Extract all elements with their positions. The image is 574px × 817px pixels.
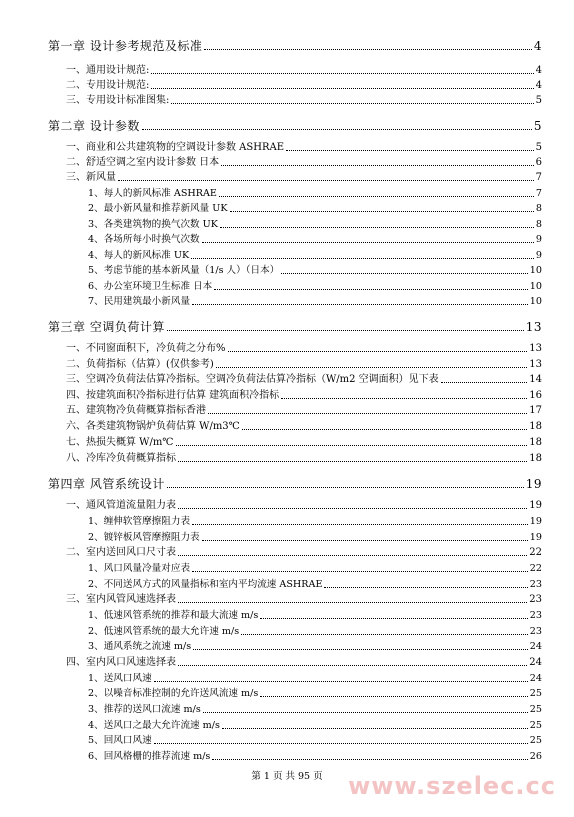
toc-page-number: 18 [529,421,542,432]
toc-page-number: 14 [529,374,542,385]
toc-subsection[interactable] [88,297,542,307]
toc-section[interactable] [66,422,542,432]
toc-section[interactable] [66,143,542,153]
toc-page-number: 23 [529,626,542,637]
toc-title: 2、以噪音标准控制的允许送风流速 m/s [88,688,259,699]
toc-page-number: 19 [529,532,542,543]
toc-subsection[interactable] [88,736,542,746]
toc-section[interactable] [66,81,542,91]
dot-leader [192,571,528,572]
toc-title: 第四章 风管系统设计 [48,477,165,491]
toc-section[interactable] [66,360,542,370]
toc-title: 三、新风量 [66,172,116,183]
toc-title: 七、热损失概算 W/m℃ [66,437,174,448]
dot-leader [192,524,528,525]
toc-page-number: 4 [535,80,542,91]
dot-leader [178,665,527,666]
dot-leader [118,180,534,181]
dot-leader [208,413,527,414]
toc-subsection[interactable] [88,674,542,684]
toc-section[interactable] [66,391,542,401]
toc-page-number: 23 [529,579,542,590]
dot-leader [192,304,528,305]
toc-section[interactable] [66,548,542,558]
dot-leader [154,743,528,744]
toc-title: 二、室内送回风口尺寸表 [66,547,176,558]
toc-page-number: 25 [529,720,542,731]
toc-subsection[interactable] [88,627,542,637]
toc-title: 6、回风格栅的推荐流速 m/s [88,751,211,762]
dot-leader [191,258,534,259]
toc-title: 3、通风系统之流速 m/s [88,641,192,652]
toc-page-number: 13 [529,343,542,354]
toc-subsection[interactable] [88,282,542,292]
toc-subsection[interactable] [88,251,542,261]
toc-title: 第一章 设计参考规范及标准 [48,39,203,53]
toc-subsection[interactable] [88,517,542,527]
toc-title: 三、空调冷负荷法估算冷指标。空调冷负荷法估算冷指标（W/m2 空调面积）见下表 [66,374,439,385]
toc-section[interactable] [66,375,542,385]
toc-section[interactable] [66,173,542,183]
toc-page-number: 22 [529,563,542,574]
toc-title: 4、各场所每小时换气次数 [88,234,200,245]
dot-leader [176,445,528,446]
dot-leader [203,712,528,713]
toc-subsection[interactable] [88,235,542,245]
dot-leader [178,461,527,462]
toc-page-number: 5 [533,119,542,133]
toc-page-number: 18 [529,453,542,464]
toc-section[interactable] [66,501,542,511]
toc-page-number: 18 [529,437,542,448]
toc-subsection[interactable] [88,611,542,621]
toc-title: 2、不同送风方式的风量指标和室内平均流速 ASHRAE [88,579,323,590]
toc-page-number: 25 [529,735,542,746]
page-footer: 第 1 页 共 95 页 [251,771,323,782]
dot-leader [167,330,524,331]
toc-page-number: 26 [529,751,542,762]
dot-leader [222,728,528,729]
toc-page-number: 5 [535,142,542,153]
toc-title: 1、缠伸软管摩擦阻力表 [88,516,191,527]
dot-leader [216,367,527,368]
toc-section[interactable] [66,406,542,416]
toc-title: 4、每人的新风标准 UK [88,250,190,261]
dot-leader [230,211,534,212]
toc-page-number: 10 [529,296,542,307]
dot-leader [167,487,524,488]
toc-subsection[interactable] [88,689,542,699]
toc-chapter[interactable] [48,40,542,52]
toc-title: 2、镀锌板风管摩擦阻力表 [88,532,200,543]
toc-page-number: 5 [535,95,542,106]
toc-page-number: 23 [529,594,542,605]
dot-leader [281,273,527,274]
dot-leader [178,602,527,603]
toc-section[interactable] [66,158,542,168]
toc-chapter[interactable] [48,120,542,132]
dot-leader [151,73,533,74]
toc-section[interactable] [66,595,542,605]
toc-page-number: 19 [525,477,542,491]
toc-page-number: 19 [529,516,542,527]
toc-page-number: 13 [529,359,542,370]
dot-leader [281,398,527,399]
toc-section[interactable] [66,96,542,106]
toc-section[interactable] [66,344,542,354]
toc-chapter[interactable] [48,478,542,490]
toc-page-number: 6 [535,157,542,168]
toc-title: 2、最小新风量和推荐新风量 UK [88,203,228,214]
dot-leader [214,289,528,290]
toc-page-number: 22 [529,547,542,558]
dot-leader [228,351,528,352]
toc-title: 1、低速风管系统的推荐和最大流速 m/s [88,610,259,621]
toc-subsection[interactable] [88,220,542,230]
dot-leader [204,49,532,50]
dot-leader [202,540,528,541]
dot-leader [154,681,528,682]
toc-page-number: 7 [535,188,542,199]
toc-page-number: 23 [529,610,542,621]
toc-page-number: 25 [529,688,542,699]
toc-subsection[interactable] [88,705,542,715]
toc-chapter[interactable] [48,321,542,333]
toc-page-number: 13 [525,320,542,334]
toc-page-number: 9 [535,234,542,245]
dot-leader [171,103,533,104]
toc-section[interactable] [66,454,542,464]
toc-subsection[interactable] [88,204,542,214]
dot-leader [242,429,527,430]
toc-title: 5、回风口风速 [88,735,152,746]
toc-subsection[interactable] [88,564,542,574]
toc-title: 三、专用设计标准图集: [66,95,170,106]
toc-title: 五、建筑物冷负荷概算指标香港 [66,405,206,416]
toc-title: 第三章 空调负荷计算 [48,320,165,334]
toc-section[interactable] [66,66,542,76]
toc-section[interactable] [66,438,542,448]
toc-subsection[interactable] [88,752,542,762]
toc-title: 6、办公室环境卫生标准 日本 [88,281,213,292]
toc-page-number: 10 [529,281,542,292]
toc-page-number: 24 [529,657,542,668]
dot-leader [219,196,534,197]
toc-title: 四、按建筑面积冷指标进行估算 建筑面积冷指标 [66,390,280,401]
toc-page-number: 25 [529,704,542,715]
toc-title: 一、通用设计规范: [66,65,150,76]
dot-leader [202,242,534,243]
toc-subsection[interactable] [88,189,542,199]
toc-title: 2、低速风管系统的最大允许速 m/s [88,626,240,637]
toc-subsection[interactable] [88,642,542,652]
toc-title: 4、送风口之最大允许流速 m/s [88,720,220,731]
dot-leader [220,227,534,228]
dot-leader [441,382,528,383]
toc-title: 八、冷库冷负荷概算指标 [66,453,176,464]
toc-page-number: 10 [529,265,542,276]
dot-leader [178,555,527,556]
dot-leader [221,165,533,166]
toc-title: 四、室内风口风速选择表 [66,657,176,668]
dot-leader [151,88,533,89]
dot-leader [260,618,527,619]
toc-title: 7、民用建筑最小新风量 [88,296,191,307]
dot-leader [212,759,527,760]
toc-page-number: 17 [529,405,542,416]
toc-page-number: 9 [535,250,542,261]
toc-title: 第二章 设计参数 [48,119,140,133]
toc-title: 二、负荷指标（估算）(仅供参考) [66,359,214,370]
toc-title: 3、各类建筑物的换气次数 UK [88,219,218,230]
toc-title: 一、商业和公共建筑物的空调设计参数 ASHRAE [66,142,285,153]
toc-title: 1、风口风量冷量对应表 [88,563,191,574]
toc-subsection[interactable] [88,266,542,276]
toc-title: 三、室内风管风速选择表 [66,594,176,605]
dot-leader [241,634,528,635]
toc-page-number: 7 [535,172,542,183]
toc-subsection[interactable] [88,533,542,543]
toc-page-number: 19 [529,500,542,511]
dot-leader [286,150,534,151]
dot-leader [142,129,532,130]
toc-title: 1、送风口风速 [88,673,152,684]
dot-leader [193,649,528,650]
toc-page-number: 4 [535,65,542,76]
toc-title: 六、各类建筑物锅炉负荷估算 W/m3℃ [66,421,240,432]
toc-page-number: 24 [529,673,542,684]
toc-page-number: 8 [535,203,542,214]
dot-leader [260,696,527,697]
toc-page-number: 16 [529,390,542,401]
toc-title: 二、专用设计规范: [66,80,150,91]
toc-title: 一、通风管道流量阻力表 [66,500,176,511]
toc-page-number: 24 [529,641,542,652]
toc-page-number: 4 [533,39,542,53]
toc-title: 1、每人的新风标准 ASHRAE [88,188,217,199]
toc-subsection[interactable] [88,580,542,590]
toc-section[interactable] [66,658,542,668]
toc-title: 3、推荐的送风口流速 m/s [88,704,201,715]
toc-subsection[interactable] [88,721,542,731]
dot-leader [178,508,527,509]
toc-title: 一、不同窗面积下，冷负荷之分布% [66,343,226,354]
dot-leader [324,587,527,588]
toc-title: 5、考虑节能的基本新风量（1/s 人）（日本） [88,265,280,276]
watermark: www.szelec.cc [348,772,556,800]
toc-title: 二、舒适空调之室内设计参数 日本 [66,157,220,168]
toc-page-number: 8 [535,219,542,230]
